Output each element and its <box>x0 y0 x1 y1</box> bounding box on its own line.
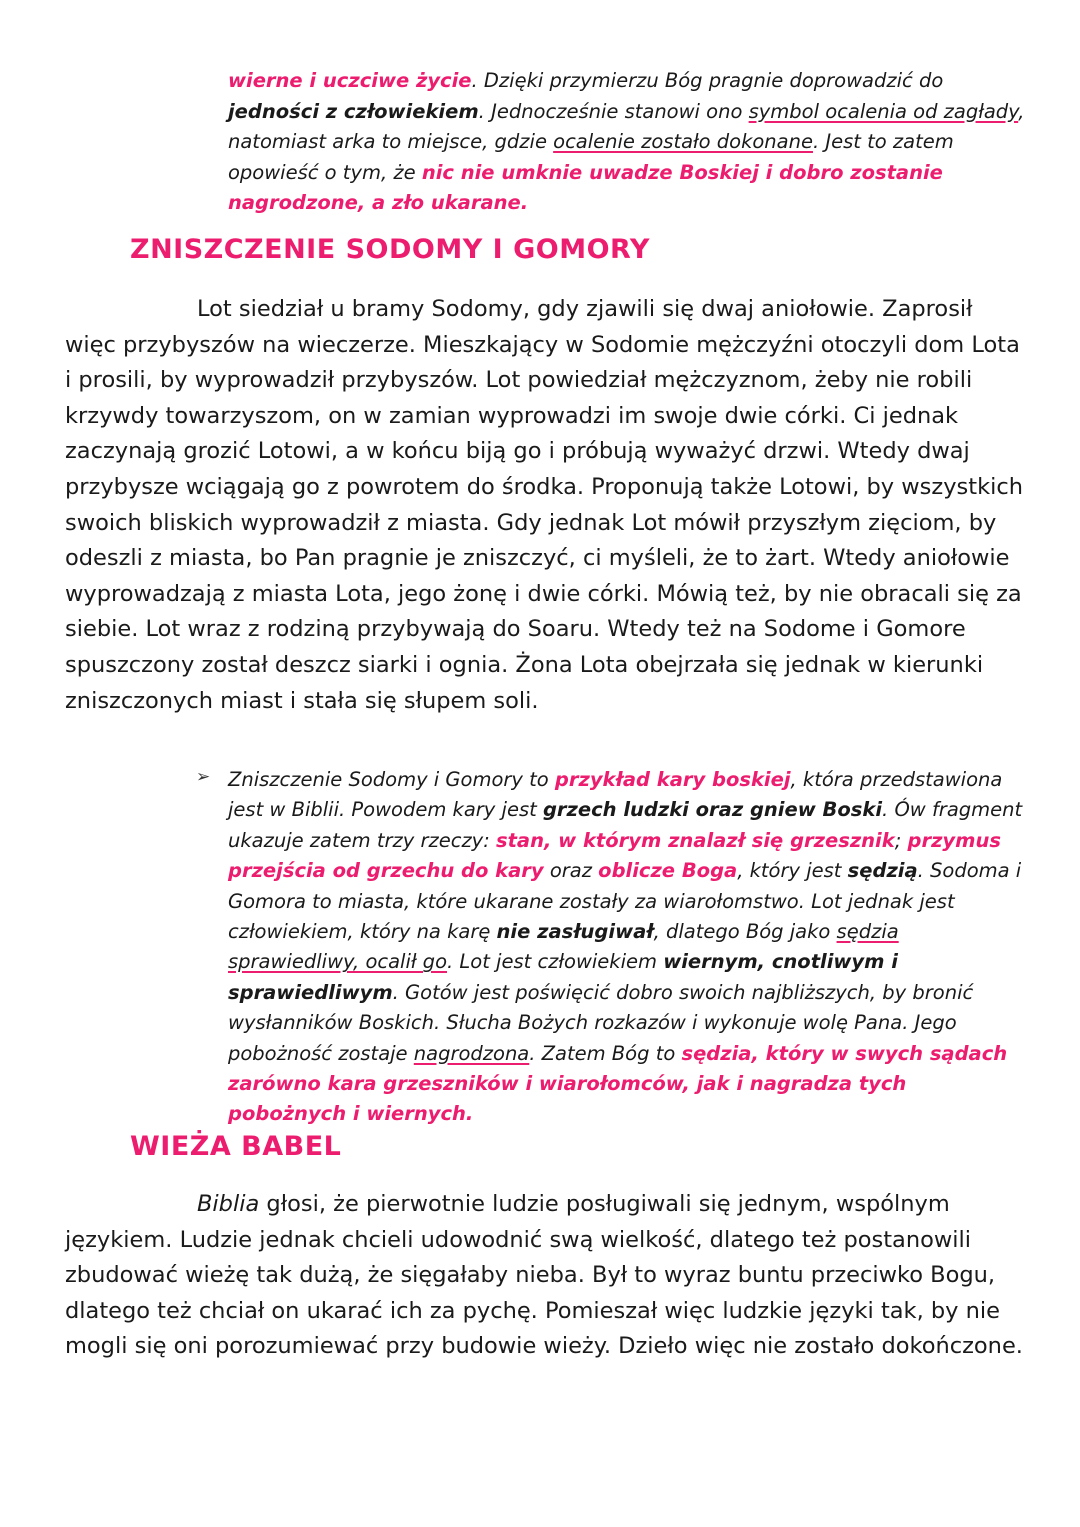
note-highlight-conclusion: sędzia, który w swych sądach zarówno kara grzeszników i wiarołomców, jak i nagradza tych pobożnych i wiernych. <box>228 1041 1008 1126</box>
intro-text: . Jednocześnie stanowi ono <box>478 99 749 123</box>
paragraph-babel <box>65 1187 1025 1365</box>
note-underline-just-judge: sędzia sprawiedliwy, ocalił go <box>228 920 899 974</box>
intro-highlight-conclusion: nic nie umknie uwadze Boskiej i dobro zostanie nagrodzone, a zło ukarane. <box>228 160 943 214</box>
note-highlight-state: stan, w którym znalazł się grzesznik <box>495 828 895 852</box>
babel-italic-bible: Biblia <box>197 1191 260 1217</box>
bullet-note <box>196 765 1026 1130</box>
note-bold-undeserved: nie zasługiwał <box>496 920 654 944</box>
note-text: Zniszczenie Sodomy i Gomory to <box>228 768 555 791</box>
intro-text: . Jest to zatem opowieść o tym, że <box>228 130 954 184</box>
intro-note <box>228 66 1028 219</box>
note-text: . Gotów jest poświęcić dobro swoich najbliższych, by bronić wysłanników Boskich. Słucha Bożych rozkazów i wykonuje wolę Pana. Jego pobożność zostaje <box>228 980 974 1065</box>
note-text: . Sodoma i Gomora to miasta, które ukarane zostały za wiarołomstwo. Lot jednak jest człowiekiem, który na karę <box>228 859 1022 944</box>
intro-highlight-faithful-life: wierne i uczciwe życie <box>228 69 472 92</box>
babel-text: głosi, że pierwotnie ludzie posługiwali się jednym, wspólnym językiem. Ludzie jednak chcieli udowodnić swą wielkość, dlatego też postanowili zbudować wieżę tak dużą, że sięgałaby nieba. Był to wyraz buntu przeciwko Bogu, dlatego też chciał on ukarać ich za pychę. Pomieszał więc ludzkie języki tak, by nie mogli się oni porozumiewać przy budowie wieży. Dzieło więc nie zostało dokończone. <box>65 1191 1023 1360</box>
intro-underline-salvation: ocalenie zostało dokonane <box>553 130 813 153</box>
note-highlight-compulsion: przymus przejścia od grzechu do kary <box>228 828 1001 883</box>
note-text: , dlatego Bóg jako <box>653 920 837 944</box>
intro-text: , natomiast arka to miejsce, gdzie <box>228 99 1025 153</box>
section-heading-sodom: ZNISZCZENIE SODOMY I GOMORY <box>130 234 650 265</box>
note-text: , która przedstawiona jest w Biblii. Powodem kary jest <box>228 768 1003 822</box>
arrow-bullet-icon: ➢ <box>196 767 211 787</box>
paragraph-sodom: Lot siedział u bramy Sodomy, gdy zjawili się dwaj aniołowie. Zaprosił więc przybyszów na wieczerze. Mieszkający w Sodomie mężczyźni otoczyli dom Lota i prosili, by wyprowadził przybyszów. Lot powiedział mężczyznom, żeby nie robili krzywdy towarzyszom, on w zamian wyprowadzi im swoje dwie córki. Ci jednak zaczynają grozić Lotowi, a w końcu biją go i próbują wyważyć drzwi. Wtedy dwaj przybysze wciągają go z powrotem do środka. Proponują także Lotowi, by wszystkich swoich bliskich wyprowadził z miasta. Gdy jednak Lot mówił przyszłym zięciom, by odeszli z miasta, bo Pan pragnie je zniszczyć, ci myśleli, że to żart. Wtedy aniołowie wyprowadzają z miasta Lota, jego żonę i dwie córki. Mówią też, by nie obracali się za siebie. Lot wraz z rodziną przybywają do Soaru. Wtedy też na Sodome i Gomore spuszczony został deszcz siarki i ognia. Żona Lota obejrzała się jednak w kierunki zniszczonych miast i stała się słupem soli. <box>65 296 1023 714</box>
note-bold-judge: sędzią <box>847 859 918 883</box>
bullet-note-text <box>228 765 1026 1130</box>
intro-bold-unity: jedności z człowiekiem <box>228 99 479 123</box>
intro-text: . Dzięki przymierzu Bóg pragnie doprowadzić do <box>471 69 944 92</box>
note-text: . Zatem Bóg to <box>529 1041 682 1065</box>
note-text: . Lot jest człowiekiem <box>447 950 664 974</box>
note-text: , który jest <box>737 859 848 883</box>
note-text: ; <box>894 828 908 852</box>
intro-underline-symbol: symbol ocalenia od zagłady <box>748 99 1019 123</box>
note-text: oraz <box>543 859 599 883</box>
section-heading-babel: WIEŻA BABEL <box>130 1131 342 1162</box>
note-bold-sin: grzech ludzki oraz gniew Boski <box>542 798 883 822</box>
note-underline-rewarded: nagrodzona <box>413 1041 530 1065</box>
note-bold-virtues: wiernym, cnotliwym i sprawiedliwym <box>228 950 898 1004</box>
note-highlight-face-of-god: oblicze Boga <box>598 859 738 883</box>
note-highlight-punishment: przykład kary boskiej <box>554 768 791 791</box>
note-text: . Ów fragment ukazuje zatem trzy rzeczy: <box>228 798 1023 852</box>
